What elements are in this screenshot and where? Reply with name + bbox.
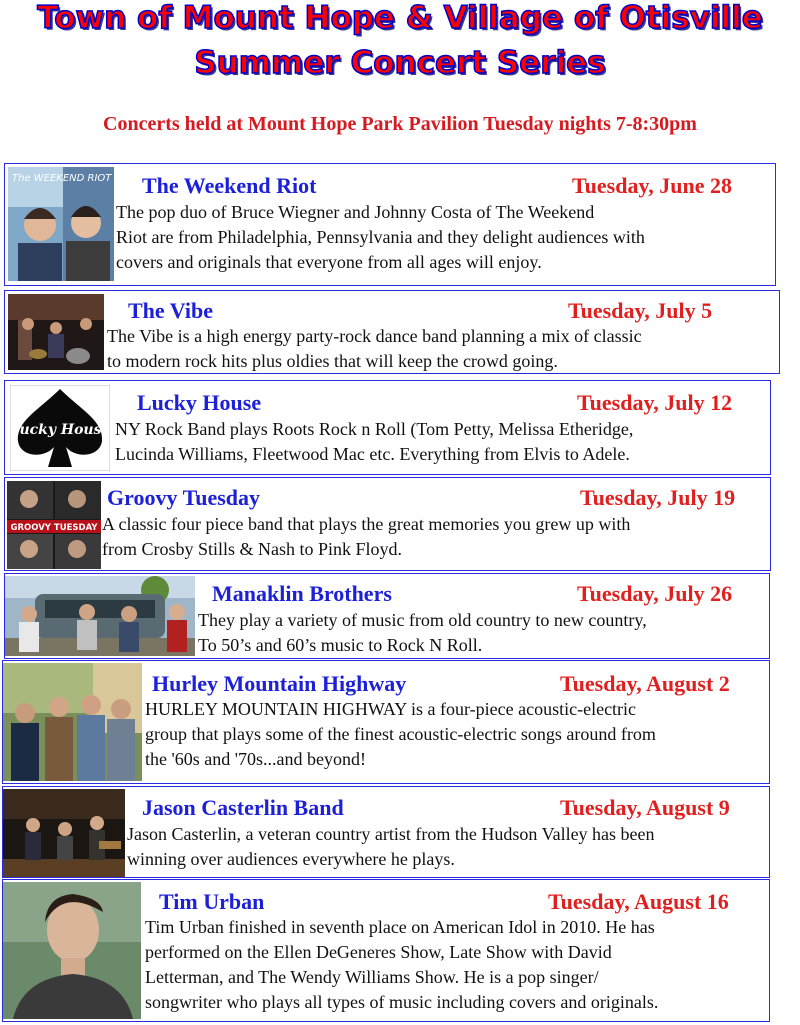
concert-date: Tuesday, August 2	[560, 671, 730, 696]
description-line: covers and originals that everyone from all ages will enjoy.	[116, 252, 542, 272]
band-photo-manaklin-brothers	[5, 576, 195, 656]
concert-date: Tuesday, July 26	[577, 581, 733, 606]
description-line: The pop duo of Bruce Wiegner and Johnny Costa of The Weekend	[116, 202, 595, 222]
concert-date: Tuesday, August 16	[548, 889, 729, 914]
band-name: Lucky House	[137, 390, 262, 415]
band-name: The Weekend Riot	[142, 173, 317, 198]
band-description	[107, 324, 642, 374]
description-line: Riot are from Philadelphia, Pennsylvania and they delight audiences with	[116, 227, 645, 247]
concert-date: Tuesday, August 9	[560, 795, 730, 820]
concert-date: Tuesday, June 28	[572, 173, 732, 198]
description-line: HURLEY MOUNTAIN HIGHWAY is a four-piece acoustic-electric	[145, 699, 637, 719]
description-line: to modern rock hits plus oldies that will keep the crowd going.	[107, 351, 558, 371]
description-line: from Crosby Stills & Nash to Pink Floyd.	[102, 539, 403, 559]
band-photo-hurley-mountain-highway	[3, 663, 142, 781]
concert-card-lucky-house	[4, 380, 771, 475]
band-name: Hurley Mountain Highway	[152, 671, 407, 696]
weekend-riot-logo: The WEEKEND RIOT	[12, 173, 112, 184]
band-logo-lucky-house	[10, 385, 110, 471]
band-description	[115, 417, 633, 467]
description-line: Jason Casterlin, a veteran country artist from the Hudson Valley has been	[127, 824, 655, 844]
band-description	[116, 200, 645, 275]
lucky-house-logo-text: Lucky House	[10, 422, 110, 438]
description-line: group that plays some of the finest acoustic-electric songs around from	[145, 724, 656, 744]
description-line: A classic four piece band that plays the great memories you grew up with	[102, 514, 631, 534]
band-description	[102, 512, 630, 562]
description-line: the '60s and '70s...and beyond!	[145, 749, 366, 769]
band-description	[145, 915, 658, 1015]
concert-card-jason-casterlin-band	[2, 786, 770, 878]
band-name: Jason Casterlin Band	[142, 795, 344, 820]
band-photo-weekend-riot	[8, 167, 114, 281]
band-name: The Vibe	[128, 298, 213, 323]
description-line: Tim Urban finished in seventh place on American Idol in 2010. He has	[145, 917, 655, 937]
concert-date: Tuesday, July 5	[568, 298, 713, 323]
description-line: To 50’s and 60’s music to Rock N Roll.	[198, 635, 483, 655]
concert-date: Tuesday, July 12	[577, 390, 733, 415]
description-line: winning over audiences everywhere he plays.	[127, 849, 455, 869]
band-name: Manaklin Brothers	[212, 581, 392, 606]
artist-photo-tim-urban	[3, 882, 141, 1019]
band-description	[145, 697, 656, 772]
band-photo-jason-casterlin	[3, 789, 125, 877]
concert-card-groovy-tuesday	[4, 477, 771, 571]
description-line: The Vibe is a high energy party-rock dance band planning a mix of classic	[107, 326, 642, 346]
description-line: songwriter who plays all types of music including covers and originals.	[145, 992, 659, 1012]
band-photo-the-vibe	[8, 294, 104, 370]
concert-location-note: Concerts held at Mount Hope Park Pavilion Tuesday nights 7-8:30pm	[103, 113, 697, 135]
description-line: Letterman, and The Wendy Williams Show. He is a pop singer/	[145, 967, 599, 987]
description-line: NY Rock Band plays Roots Rock n Roll (Tom Petty, Melissa Etheridge,	[115, 419, 634, 439]
description-line: They play a variety of music from old country to new country,	[198, 610, 647, 630]
description-line: performed on the Ellen DeGeneres Show, Late Show with David	[145, 942, 612, 962]
page-subtitle-series: Summer Concert Series	[194, 45, 606, 81]
concert-card-tim-urban	[2, 879, 770, 1022]
band-description	[198, 608, 647, 658]
concert-card-the-vibe	[4, 290, 780, 374]
concert-card-hurley-mountain-highway	[2, 660, 770, 784]
description-line: Lucinda Williams, Fleetwood Mac etc. Everything from Elvis to Adele.	[115, 444, 630, 464]
page-title: Town of Mount Hope & Village of Otisville	[37, 0, 763, 36]
concert-card-weekend-riot	[4, 163, 776, 286]
band-name: Tim Urban	[159, 889, 265, 914]
band-description	[127, 822, 655, 872]
groovy-tuesday-banner: GROOVY TUESDAY	[10, 523, 98, 533]
concert-date: Tuesday, July 19	[580, 485, 736, 510]
band-name: Groovy Tuesday	[107, 485, 261, 510]
band-photo-groovy-tuesday	[7, 481, 101, 569]
concert-card-manaklin-brothers	[4, 573, 770, 659]
